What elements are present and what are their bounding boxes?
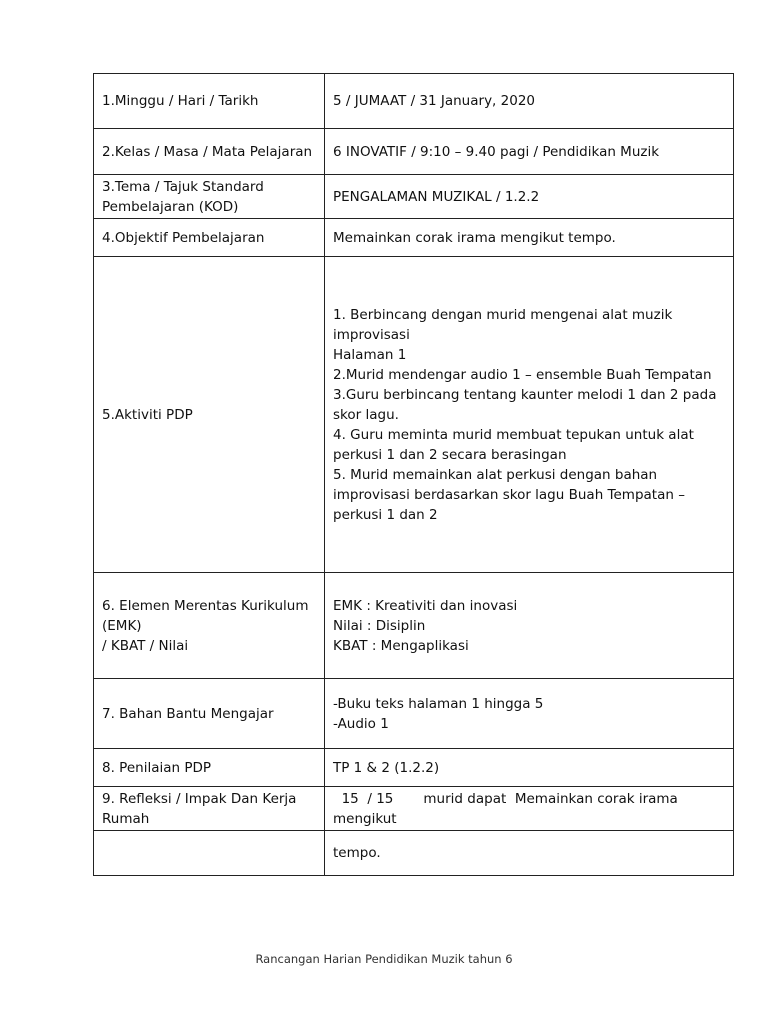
table-row [94,679,734,749]
row-label-empty [94,831,325,876]
row-value-kelas: 6 INOVATIF / 9:10 – 9.40 pagi / Pendidikan Muzik [325,129,734,175]
table-row [94,219,734,257]
table-row [94,787,734,831]
table-row [94,129,734,175]
row-value-penilaian: TP 1 & 2 (1.2.2) [325,749,734,787]
row-label-emk: 6. Elemen Merentas Kurikulum (EMK) / KBAT / Nilai [94,573,325,679]
table-row [94,831,734,876]
row-value-aktiviti: 1. Berbincang dengan murid mengenai alat muzik improvisasi Halaman 1 2.Murid mendengar audio 1 – ensemble Buah Tempatan 3.Guru berbincang tentang kaunter melodi 1 dan 2 pada skor lagu. 4. Guru meminta murid membuat tepukan untuk alat perkusi 1 dan 2 secara berasingan 5. Murid memainkan alat perkusi dengan bahan improvisasi berdasarkan skor lagu Buah Tempatan – perkusi 1 dan 2 [325,257,734,573]
row-value-tema: PENGALAMAN MUZIKAL / 1.2.2 [325,175,734,219]
row-label-refleksi: 9. Refleksi / Impak Dan Kerja Rumah [94,787,325,831]
row-value-refleksi: 15 / 15 murid dapat Memainkan corak irama mengikut [325,787,734,831]
table-row [94,74,734,129]
row-value-objektif: Memainkan corak irama mengikut tempo. [325,219,734,257]
row-label-minggu: 1.Minggu / Hari / Tarikh [94,74,325,129]
row-value-bahan: -Buku teks halaman 1 hingga 5 -Audio 1 [325,679,734,749]
row-label-tema: 3.Tema / Tajuk Standard Pembelajaran (KOD) [94,175,325,219]
row-value-emk: EMK : Kreativiti dan inovasi Nilai : Disiplin KBAT : Mengaplikasi [325,573,734,679]
row-value-minggu: 5 / JUMAAT / 31 January, 2020 [325,74,734,129]
row-label-kelas: 2.Kelas / Masa / Mata Pelajaran [94,129,325,175]
row-label-bahan: 7. Bahan Bantu Mengajar [94,679,325,749]
row-label-penilaian: 8. Penilaian PDP [94,749,325,787]
lesson-plan-table [93,73,734,876]
row-label-objektif: 4.Objektif Pembelajaran [94,219,325,257]
page-footer: Rancangan Harian Pendidikan Muzik tahun 6 [255,952,513,966]
table-row [94,749,734,787]
table-row [94,573,734,679]
table-row [94,175,734,219]
table-row [94,257,734,573]
row-value-tempo: tempo. [325,831,734,876]
row-label-aktiviti: 5.Aktiviti PDP [94,257,325,573]
